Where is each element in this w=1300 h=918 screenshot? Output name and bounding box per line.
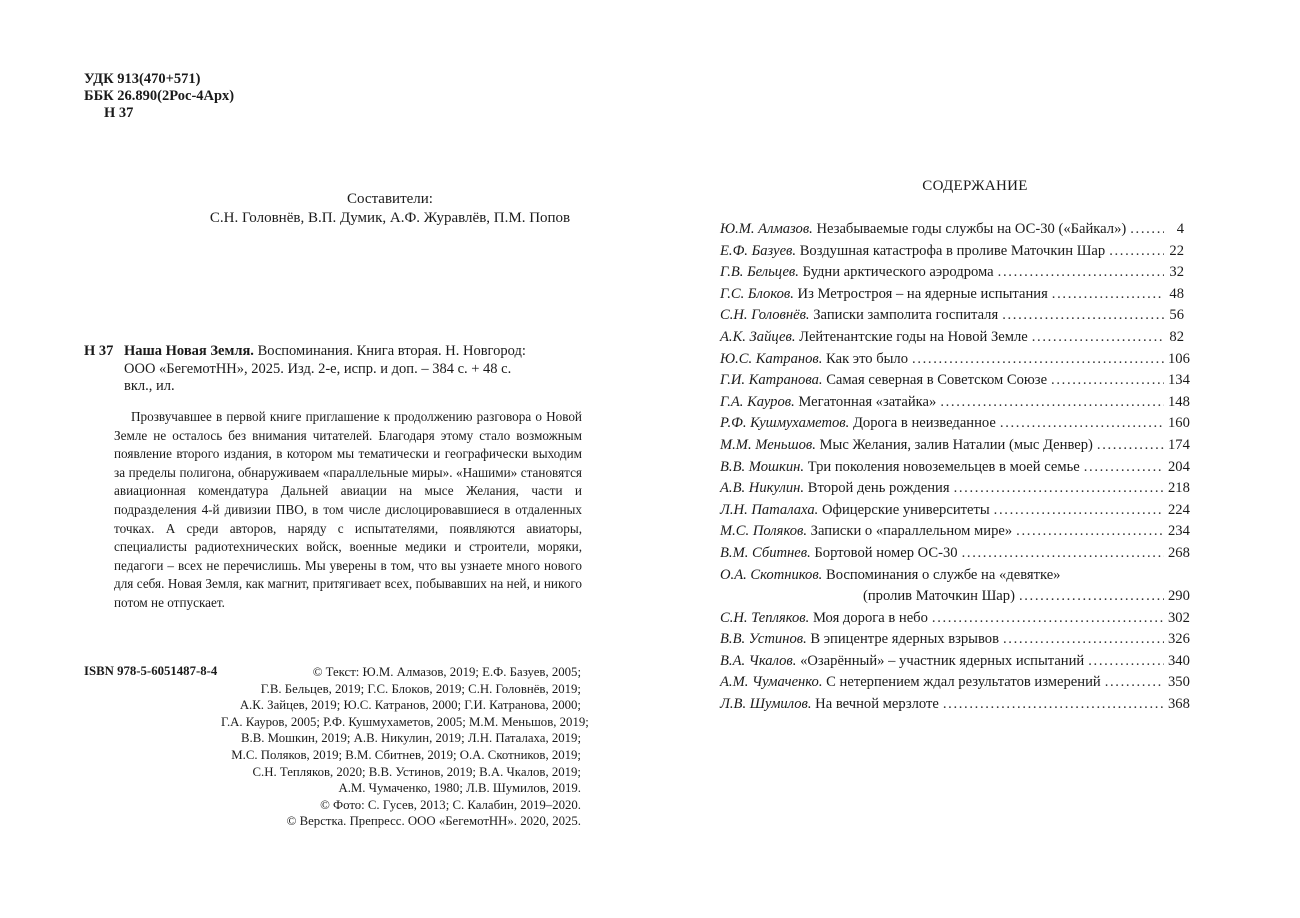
compilers-names: С.Н. Головнёв, В.П. Думик, А.Ф. Журавлёв, П.М. Попов — [209, 210, 571, 226]
dot-leader — [1051, 370, 1164, 392]
toc-author: В.М. Сбитнев. — [720, 544, 811, 561]
toc-entry[interactable] — [720, 478, 1190, 500]
dot-leader — [943, 694, 1164, 716]
dot-leader — [932, 608, 1164, 630]
toc-entry[interactable] — [720, 219, 1184, 241]
copyright-line: А.К. Зайцев, 2019; Ю.С. Катранов, 2000; Г.И. Катранова, 2000; — [239, 698, 581, 713]
dot-leader — [1084, 457, 1164, 479]
toc-author: М.М. Меньшов. — [720, 436, 816, 453]
toc-author: В.В. Устинов. — [720, 631, 807, 648]
toc-entry[interactable] — [720, 672, 1190, 694]
toc-entry[interactable] — [720, 327, 1184, 349]
toc-author: Г.В. Бельцев. — [720, 264, 799, 281]
dot-leader — [1000, 413, 1164, 435]
toc-entry[interactable] — [720, 565, 1184, 587]
toc-author: В.А. Чкалов. — [720, 652, 797, 669]
toc-page-number: 218 — [1168, 480, 1190, 497]
toc-entry[interactable] — [720, 262, 1184, 284]
toc-author: Г.И. Катранова. — [720, 372, 823, 389]
classification-codes — [84, 71, 234, 122]
toc-author: Г.С. Блоков. — [720, 285, 794, 302]
toc-entry[interactable] — [720, 370, 1190, 392]
toc-entry[interactable] — [720, 608, 1190, 630]
toc-entry[interactable] — [720, 500, 1190, 522]
toc-title: Как это было — [826, 350, 909, 367]
dot-leader — [1105, 672, 1164, 694]
toc-title: Лейтенантские годы на Новой Земле — [799, 328, 1028, 345]
toc-page-number: 106 — [1168, 350, 1190, 367]
dot-leader — [1109, 241, 1164, 263]
toc-page-number: 4 — [1176, 221, 1184, 237]
toc-page-number: 148 — [1168, 393, 1190, 410]
dot-leader — [1097, 435, 1164, 457]
toc-author: С.Н. Головнёв. — [720, 307, 810, 324]
toc-page-number: 302 — [1168, 609, 1190, 626]
toc-author: Р.Ф. Кушмухаметов. — [720, 415, 850, 432]
toc-title: «Озарённый» – участник ядерных испытаний — [800, 652, 1085, 669]
toc-author: Ю.С. Катранов. — [720, 350, 823, 367]
bbk-code: ББК 26.890(2Рос-4Арх) — [84, 88, 235, 104]
compilers-label: Составители: — [347, 191, 433, 207]
entry-code: Н 37 — [84, 343, 114, 359]
toc-page-number: 340 — [1168, 652, 1190, 669]
toc-author: Л.Н. Паталаха. — [720, 501, 819, 518]
toc-page-number: 368 — [1168, 696, 1190, 713]
copyright-line: © Верстка. Препресс. ООО «БегемотНН». 2020, 2025. — [286, 814, 581, 829]
toc-entry[interactable] — [720, 413, 1190, 435]
dot-leader — [994, 500, 1164, 522]
dot-leader — [940, 392, 1164, 414]
toc-page-number: 56 — [1169, 307, 1184, 324]
toc-title: Мыс Желания, залив Наталии (мыс Денвер) — [819, 436, 1093, 453]
table-of-contents — [720, 219, 1190, 716]
toc-author: А.М. Чумаченко. — [720, 674, 823, 691]
toc-author: О.А. Скотников. — [720, 566, 823, 583]
toc-author: Е.Ф. Базуев. — [720, 242, 797, 259]
toc-author: А.В. Никулин. — [720, 480, 805, 497]
toc-title: Будни арктического аэродрома — [802, 264, 994, 281]
toc-entry[interactable] — [720, 586, 1190, 608]
toc-heading: СОДЕРЖАНИЕ — [922, 178, 1028, 194]
copyright-line: А.М. Чумаченко, 1980; Л.В. Шумилов, 2019. — [338, 781, 581, 796]
toc-title: Самая северная в Советском Союзе — [826, 372, 1048, 389]
toc-page-number: 350 — [1168, 674, 1190, 691]
entry-line1-rest: Воспоминания. Книга вторая. Н. Новгород: — [257, 343, 526, 359]
dot-leader — [954, 478, 1164, 500]
dot-leader — [1032, 327, 1164, 349]
dot-leader — [962, 543, 1164, 565]
toc-entry[interactable] — [720, 241, 1184, 263]
toc-entry[interactable] — [720, 694, 1190, 716]
toc-author: Л.В. Шумилов. — [720, 696, 812, 713]
toc-entry[interactable] — [720, 457, 1190, 479]
toc-title: В эпицентре ядерных взрывов — [810, 631, 999, 648]
toc-title: Дорога в неизведанное — [852, 415, 996, 432]
toc-author: С.Н. Тепляков. — [720, 609, 810, 626]
abstract-text: Прозвучавшее в первой книге приглашение к продолжению разговора о Новой Земле не осталось без внимания читателей. Благодаря этому стало возможным появление второго издания, в котором мы тематически и географически выходим за пределы полигона, обнаруживаем «параллельные миры». «Нашими» становятся авиационная комендатура Дальней авиации на мысе Желания, части и подразделения 4-й дивизии ПВО, в том числе дислоцировавшиеся в отдаленных точках. А среди авторов, наряду с испытателями, появляются авиаторы, специалисты радиотехнических войск, военные медики и строители, моряки, педагоги – всех не перечислишь. Мы уверены в том, что вы узнаете много нового для себя. Новая Земля, как магнит, притягивает всех, побывавших на ней, и никого потом не отпускает. — [114, 409, 582, 610]
toc-title: Записки о «параллельном мире» — [810, 523, 1013, 540]
toc-page-number: 174 — [1168, 436, 1190, 453]
compilers-block — [130, 190, 650, 228]
dot-leader — [1052, 284, 1164, 306]
toc-entry[interactable] — [720, 521, 1190, 543]
toc-page-number: 204 — [1168, 458, 1190, 475]
toc-page-number: 268 — [1168, 544, 1190, 561]
entry-line2: ООО «БегемотНН», 2025. Изд. 2-е, испр. и доп. – 384 с. + 48 с. — [124, 360, 512, 377]
dot-leader — [1002, 305, 1164, 327]
author-mark: Н 37 — [104, 105, 134, 121]
toc-entry[interactable] — [720, 651, 1190, 673]
catalog-entry — [84, 343, 584, 396]
toc-author: А.К. Зайцев. — [720, 328, 796, 345]
copyright-line: М.С. Поляков, 2019; В.М. Сбитнев, 2019; О.А. Скотников, 2019; — [231, 747, 581, 762]
toc-entry[interactable] — [720, 543, 1190, 565]
book-title: Наша Новая Земля. — [124, 343, 254, 359]
toc-author: В.В. Мошкин. — [720, 458, 805, 475]
toc-title: Офицерские университеты — [821, 501, 990, 518]
dot-leader — [998, 262, 1164, 284]
toc-page-number: 326 — [1168, 631, 1190, 648]
dot-leader — [1003, 629, 1164, 651]
toc-page-number: 224 — [1168, 501, 1190, 518]
right-page — [650, 0, 1300, 918]
copyright-line: Г.В. Бельцев, 2019; Г.С. Блоков, 2019; С.Н. Головнёв, 2019; — [260, 681, 581, 696]
toc-entry[interactable] — [720, 284, 1184, 306]
toc-page-number: 48 — [1169, 285, 1184, 302]
toc-page-number: 134 — [1168, 372, 1190, 389]
toc-page-number: 82 — [1169, 328, 1184, 345]
toc-author: Ю.М. Алмазов. — [720, 221, 813, 237]
toc-entry[interactable] — [720, 629, 1190, 651]
dot-leader — [1088, 651, 1164, 673]
dot-leader — [912, 349, 1164, 371]
toc-author: М.С. Поляков. — [720, 523, 808, 540]
toc-entry[interactable] — [720, 435, 1190, 457]
toc-title: Воздушная катастрофа в проливе Маточкин Шар — [799, 242, 1106, 259]
toc-page-number: 22 — [1169, 242, 1184, 259]
toc-title: Незабываемые годы службы на ОС-30 («Байкал») — [816, 221, 1127, 237]
abstract — [114, 408, 582, 613]
toc-title: Моя дорога в небо — [812, 609, 928, 626]
toc-title: Три поколения новоземельцев в моей семье — [807, 458, 1080, 475]
toc-title: Мегатонная «затайка» — [798, 393, 937, 410]
toc-page-number: 290 — [1168, 588, 1190, 605]
toc-title: (пролив Маточкин Шар) — [863, 588, 1015, 605]
entry-line3: вкл., ил. — [124, 378, 175, 394]
toc-title: Из Метростроя – на ядерные испытания — [797, 285, 1048, 302]
copyright-line: © Текст: Ю.М. Алмазов, 2019; Е.Ф. Базуев, 2005; — [312, 665, 581, 679]
dot-leader — [1130, 219, 1164, 241]
dot-leader — [1019, 586, 1164, 608]
isbn: ISBN 978-5-6051487-8-4 — [84, 664, 218, 678]
toc-entry[interactable] — [720, 305, 1184, 327]
toc-title: Записки замполита госпиталя — [813, 307, 999, 324]
toc-page-number: 160 — [1168, 415, 1190, 432]
toc-title: Воспоминания о службе на «девятке» — [825, 566, 1061, 583]
toc-page-number: 32 — [1169, 264, 1184, 281]
dot-leader — [1016, 521, 1164, 543]
copyright-line: © Фото: С. Гусев, 2013; С. Калабин, 2019–2020. — [320, 797, 581, 812]
copyright-line: Г.А. Кауров, 2005; Р.Ф. Кушмухаметов, 2005; М.М. Меньшов, 2019; — [221, 714, 589, 729]
toc-title: Бортовой номер ОС-30 — [814, 544, 958, 561]
toc-title: На вечной мерзлоте — [815, 696, 939, 713]
toc-entry[interactable] — [720, 392, 1190, 414]
toc-entry[interactable] — [720, 349, 1190, 371]
udc-code: УДК 913(470+571) — [84, 71, 201, 87]
copyright-line: С.Н. Тепляков, 2020; В.В. Устинов, 2019; В.А. Чкалов, 2019; — [252, 764, 581, 779]
copyright-line: В.В. Мошкин, 2019; А.В. Никулин, 2019; Л.Н. Паталаха, 2019; — [241, 731, 581, 746]
toc-title: Второй день рождения — [807, 480, 950, 497]
toc-title: С нетерпением ждал результатов измерений — [826, 674, 1101, 691]
copyright-block — [221, 664, 589, 830]
toc-page-number: 234 — [1168, 523, 1190, 540]
toc-author: Г.А. Кауров. — [720, 393, 795, 410]
